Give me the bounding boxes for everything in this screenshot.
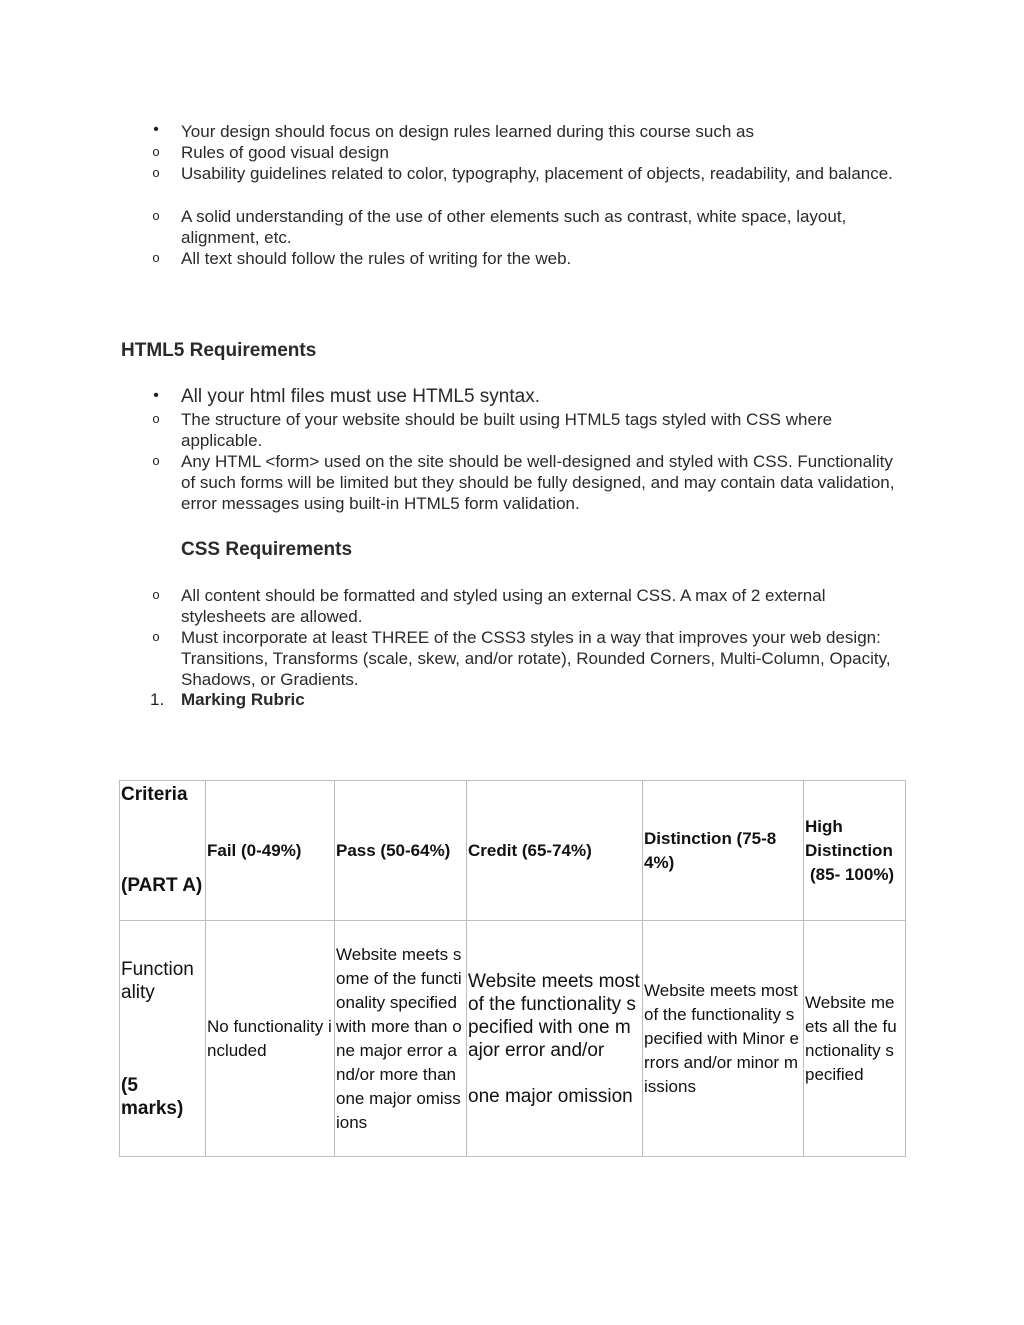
credit-cell (467, 921, 643, 1157)
table-row (120, 921, 906, 1157)
list-item: All text should follow the rules of writing for the web. (181, 249, 572, 268)
criteria-header: Criteria (121, 784, 188, 805)
html5-requirements-heading: HTML5 Requirements (121, 340, 317, 361)
distinction-description: Website meets most of the functionality specified with Minor errors and/or minor missions (643, 921, 804, 1157)
circle-bullet: o (152, 453, 160, 468)
high-distinction-description: Website meets all the functionality specified (804, 921, 906, 1157)
list-item: A solid understanding of the use of other elements such as contrast, white space, layout, alignment, etc. (181, 207, 847, 247)
disc-bullet: • (153, 121, 159, 138)
credit-description-continued: one major omission (468, 1085, 633, 1107)
pass-header: Pass (50-64%) (335, 781, 467, 921)
list-item: All your html files must use HTML5 syntax. (181, 386, 540, 407)
list-item: Your design should focus on design rules learned during this course such as (181, 122, 755, 141)
list-item: Must incorporate at least THREE of the CSS3 styles in a way that improves your web design: Transitions, Transforms (scale, skew, and/or rotate), Rounded Corners, Multi-Column, Opacity, Shadows, or Gradients. (181, 628, 891, 689)
fail-description: No functionality included (206, 921, 335, 1157)
circle-bullet: o (152, 629, 160, 644)
list-number: 1. (150, 690, 165, 709)
pass-description: Website meets some of the functionality specified with more than one major error and/or more than one major omissions (335, 921, 467, 1157)
circle-bullet: o (152, 144, 160, 159)
disc-bullet: • (153, 387, 159, 404)
circle-bullet: o (152, 587, 160, 602)
circle-bullet: o (152, 250, 160, 265)
list-item: Rules of good visual design (181, 143, 389, 162)
css-requirements-heading: CSS Requirements (181, 539, 353, 560)
table-header-row (120, 781, 906, 921)
high-distinction-header-cell (804, 781, 906, 921)
part-a-label: (PART A) (121, 875, 203, 896)
list-item: The structure of your website should be built using HTML5 tags styled with CSS where applicable. (181, 410, 833, 450)
circle-bullet: o (152, 208, 160, 223)
circle-bullet: o (152, 165, 160, 180)
functionality-cell (120, 921, 206, 1157)
credit-description: Website meets most of the functionality specified with one major error and/or (468, 970, 640, 1061)
circle-bullet: o (152, 411, 160, 426)
rubric-table (119, 780, 906, 1157)
distinction-header: Distinction (75-84%) (643, 781, 804, 921)
high-distinction-range: (85- 100%) (810, 864, 895, 884)
criterion-label: Functionality (121, 959, 194, 1003)
criteria-header-cell (120, 781, 206, 921)
credit-header: Credit (65-74%) (467, 781, 643, 921)
fail-header: Fail (0-49%) (206, 781, 335, 921)
list-item: All content should be formatted and styled using an external CSS. A max of 2 external stylesheets are allowed. (181, 586, 826, 626)
marking-rubric-label: Marking Rubric (181, 690, 305, 709)
high-distinction-header: High Distinction (805, 816, 893, 860)
marks-label: (5 marks) (121, 1075, 184, 1119)
list-item: Any HTML <form> used on the site should be well-designed and styled with CSS. Functionality of such forms will be limited but they should be fully designed, and may contain data validation, error messages using built-in HTML5 form validation. (181, 452, 895, 513)
list-item: Usability guidelines related to color, typography, placement of objects, readability, and balance. (181, 164, 893, 183)
